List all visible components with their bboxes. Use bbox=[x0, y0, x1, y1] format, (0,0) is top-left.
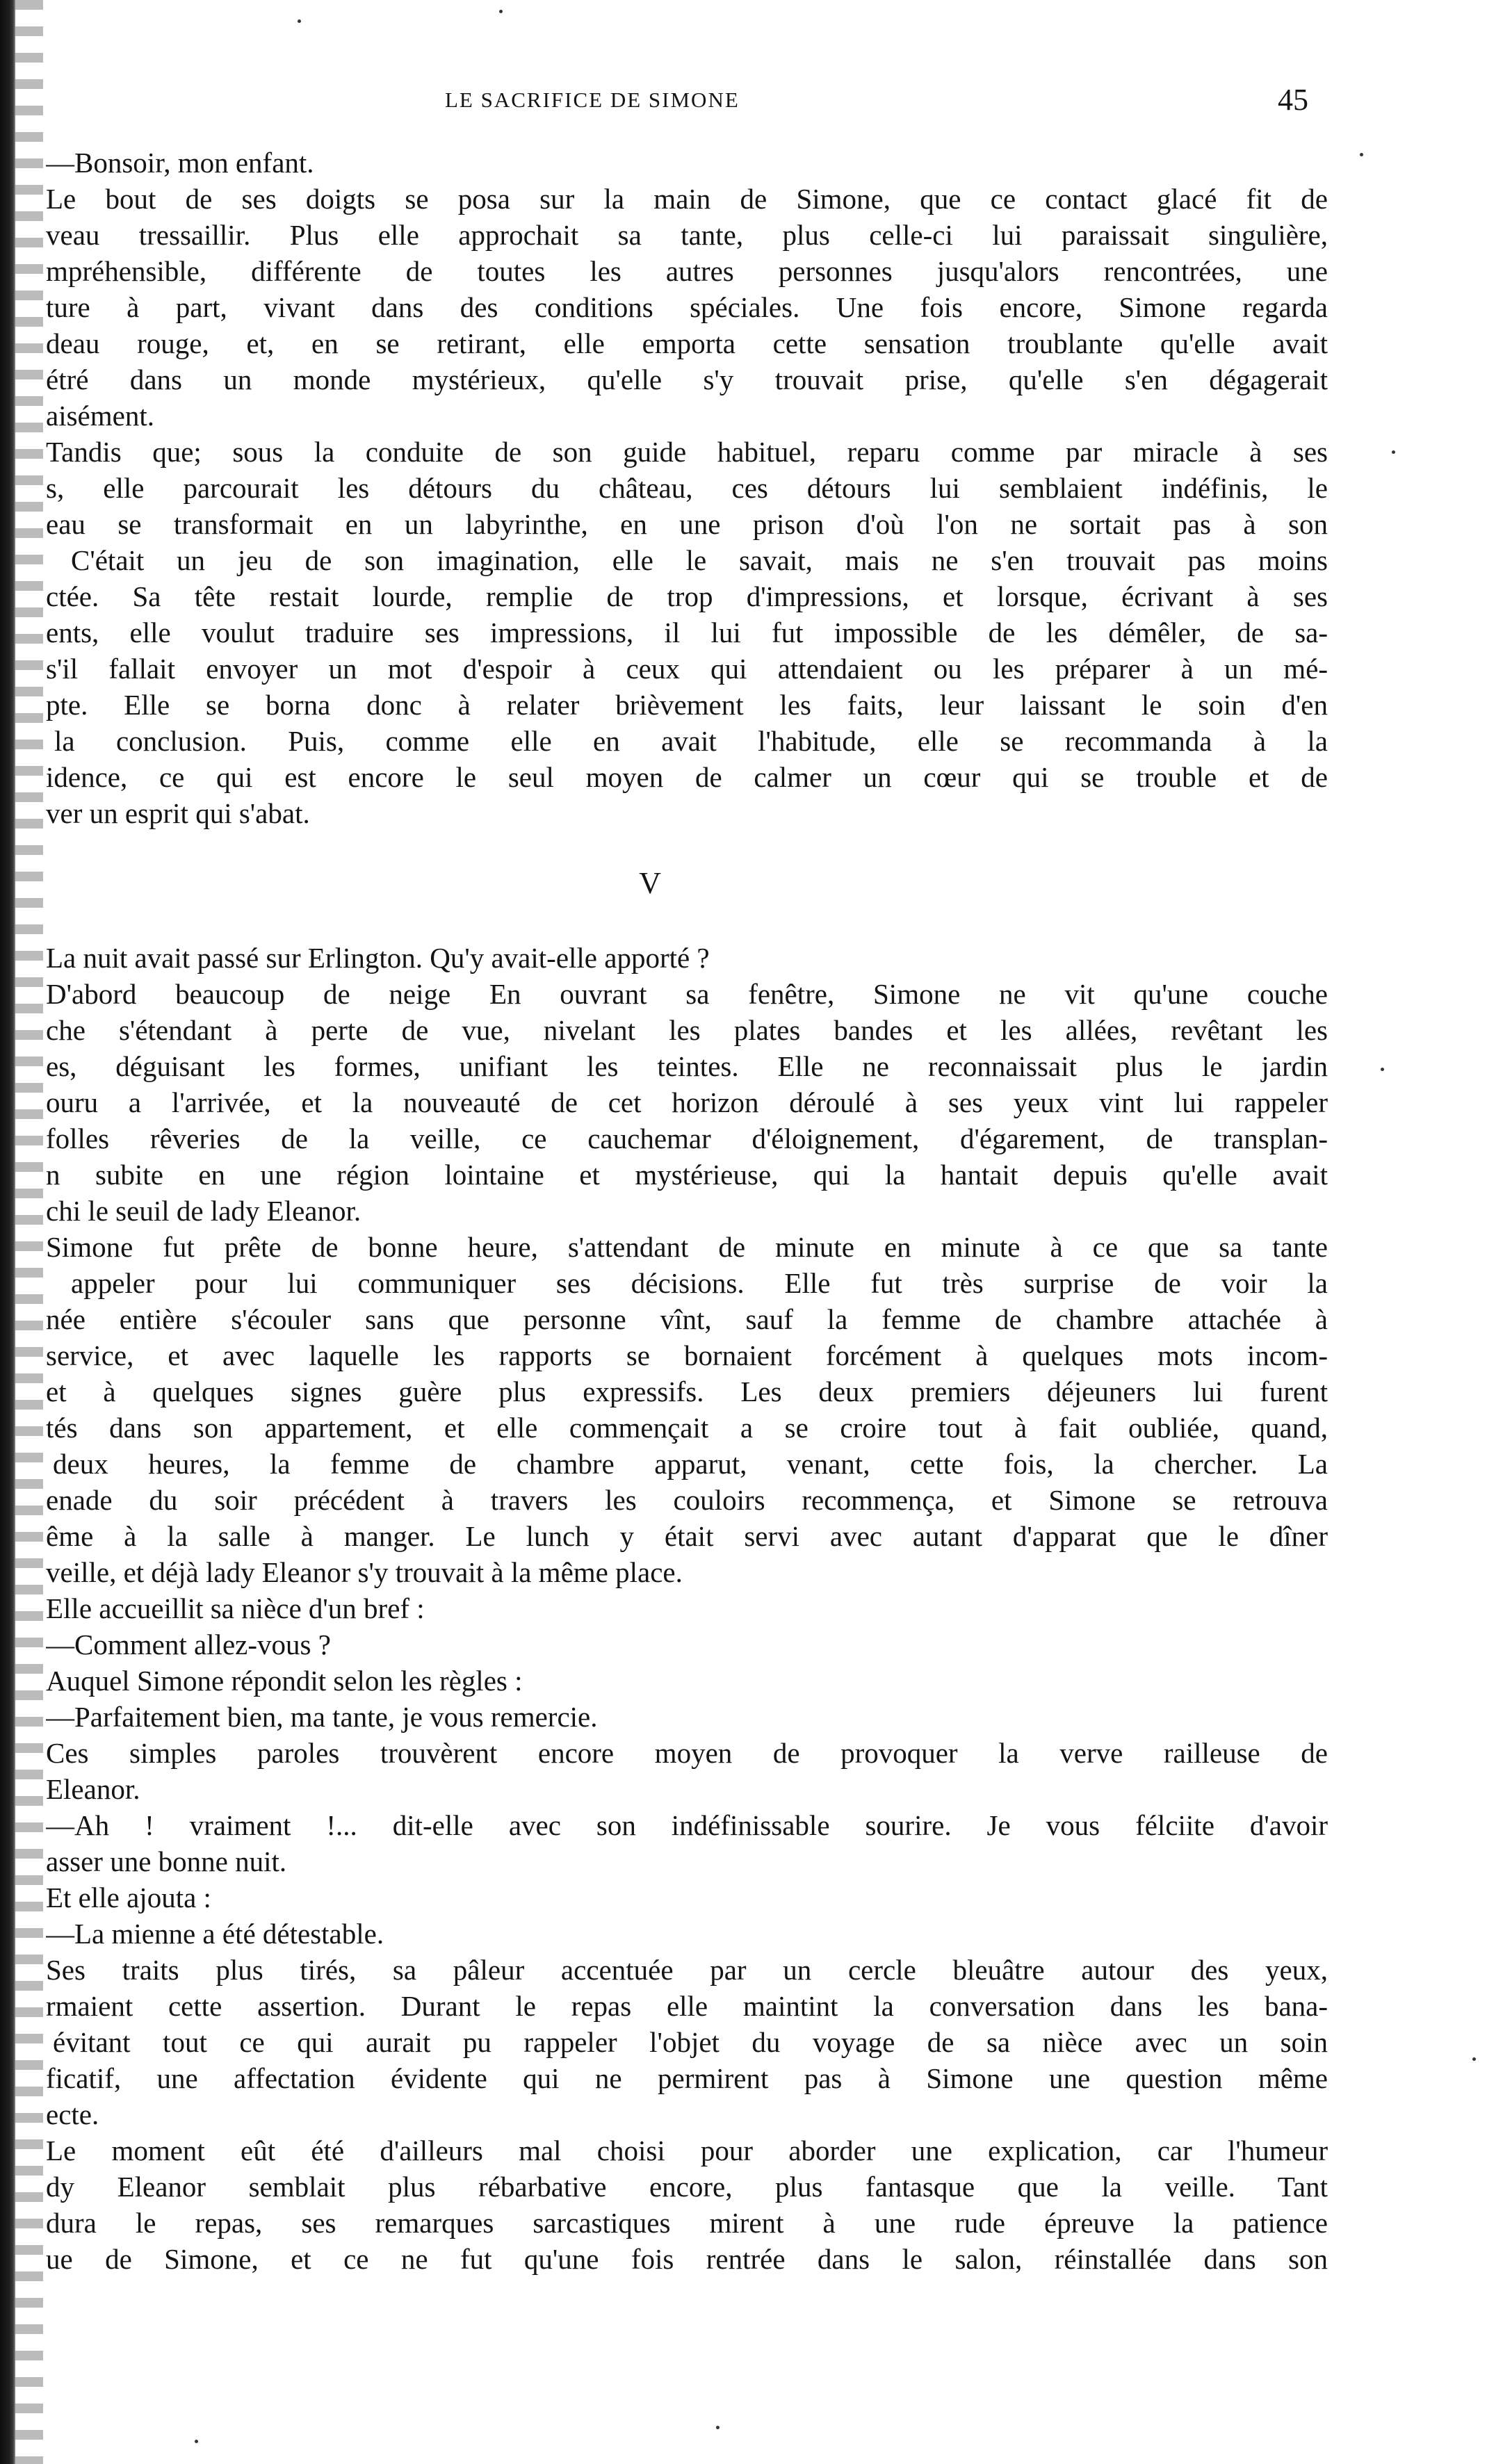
text-line: Eleanor. bbox=[46, 1773, 140, 1805]
text-line: asser une bonne nuit. bbox=[46, 1845, 287, 1877]
text-line: deux heures, la femme de chambre apparut, venant, cette fois, la chercher. La bbox=[53, 1448, 1328, 1480]
text-line: pte. Elle se borna donc à relater brièvement les faits, leur laissant le soin d'en bbox=[46, 689, 1328, 721]
text-line: —Comment allez-vous ? bbox=[46, 1629, 331, 1661]
text-line: n subite en une région lointaine et mystérieuse, qui la hantait depuis qu'elle avait bbox=[46, 1159, 1328, 1191]
text-line: ecte. bbox=[46, 2098, 99, 2130]
text-line: ture à part, vivant dans des conditions spéciales. Une fois encore, Simone regarda bbox=[46, 291, 1328, 323]
text-line: tés dans son appartement, et elle commençait a se croire tout à fait oubliée, quand, bbox=[46, 1412, 1328, 1444]
text-line: veau tressaillir. Plus elle approchait sa tante, plus celle-ci lui paraissait singulière, bbox=[46, 219, 1328, 251]
text-line: Ces simples paroles trouvèrent encore moyen de provoquer la verve railleuse de bbox=[46, 1737, 1328, 1769]
text-line: ouru a l'arrivée, et la nouveauté de cet horizon déroulé à ses yeux vint lui rappeler bbox=[46, 1086, 1328, 1118]
text-line: D'abord beaucoup de neige En ouvrant sa fenêtre, Simone ne vit qu'une couche bbox=[46, 978, 1328, 1010]
text-line: s'il fallait envoyer un mot d'espoir à ceux qui attendaient ou les préparer à un mé- bbox=[46, 653, 1328, 685]
text-line: enade du soir précédent à travers les couloirs recommença, et Simone se retrouva bbox=[46, 1484, 1328, 1516]
text-line: ver un esprit qui s'abat. bbox=[46, 797, 310, 829]
page-number: 45 bbox=[1278, 83, 1308, 117]
text-line: Le bout de ses doigts se posa sur la main de Simone, que ce contact glacé fit de bbox=[46, 183, 1328, 215]
text-line: che s'étendant à perte de vue, nivelant les plates bandes et les allées, revêtant les bbox=[46, 1014, 1328, 1046]
text-line: ême à la salle à manger. Le lunch y était servi avec autant d'apparat que le dîner bbox=[46, 1520, 1328, 1552]
text-line: veille, et déjà lady Eleanor s'y trouvait à la même place. bbox=[46, 1556, 683, 1588]
text-line: idence, ce qui est encore le seul moyen de calmer un cœur qui se trouble et de bbox=[46, 761, 1328, 793]
text-line: ents, elle voulut traduire ses impressions, il lui fut impossible de les démêler, de sa- bbox=[46, 617, 1328, 648]
print-speck bbox=[1472, 2057, 1476, 2061]
text-line: aisément. bbox=[46, 400, 154, 432]
text-line: appeler pour lui communiquer ses décisions. Elle fut très surprise de voir la bbox=[71, 1267, 1328, 1299]
print-speck bbox=[298, 19, 301, 23]
text-line: Elle accueillit sa nièce d'un bref : bbox=[46, 1592, 425, 1624]
text-line: ctée. Sa tête restait lourde, remplie de trop d'impressions, et lorsque, écrivant à ses bbox=[46, 580, 1328, 612]
text-line: Et elle ajouta : bbox=[46, 1882, 211, 1914]
text-line: deau rouge, et, en se retirant, elle emporta cette sensation troublante qu'elle avait bbox=[46, 327, 1328, 359]
text-block-bottom bbox=[46, 940, 1328, 2277]
text-line: La nuit avait passé sur Erlington. Qu'y avait-elle apporté ? bbox=[46, 942, 710, 974]
text-line: eau se transformait en un labyrinthe, en une prison d'où l'on ne sortait pas à son bbox=[46, 508, 1328, 540]
text-line: étré dans un monde mystérieux, qu'elle s'y trouvait prise, qu'elle s'en dégagerait bbox=[46, 364, 1328, 395]
text-line: Auquel Simone répondit selon les règles : bbox=[46, 1665, 523, 1697]
text-line: ficatif, une affectation évidente qui ne permirent pas à Simone une question même bbox=[46, 2062, 1328, 2094]
text-line: —La mienne a été détestable. bbox=[46, 1918, 384, 1950]
running-head bbox=[0, 82, 1487, 117]
text-line: service, et avec laquelle les rapports se bornaient forcément à quelques mots incom- bbox=[46, 1339, 1328, 1371]
text-block-top bbox=[46, 145, 1328, 831]
print-speck bbox=[499, 10, 503, 13]
text-line: —Bonsoir, mon enfant. bbox=[46, 147, 314, 179]
text-line: ue de Simone, et ce ne fut qu'une fois rentrée dans le salon, réinstallée dans son bbox=[46, 2243, 1328, 2275]
text-line: s, elle parcourait les détours du château, ces détours lui semblaient indéfinis, le bbox=[46, 472, 1328, 504]
text-line: C'était un jeu de son imagination, elle le savait, mais ne s'en trouvait pas moins bbox=[71, 544, 1328, 576]
text-line: Tandis que; sous la conduite de son guide habituel, reparu comme par miracle à ses bbox=[46, 436, 1328, 468]
print-speck bbox=[1381, 1068, 1384, 1071]
print-speck bbox=[1360, 153, 1363, 156]
text-line: née entière s'écouler sans que personne vînt, sauf la femme de chambre attachée à bbox=[46, 1303, 1328, 1335]
print-speck bbox=[195, 2440, 198, 2443]
text-line: es, déguisant les formes, unifiant les teintes. Elle ne reconnaissait plus le jardin bbox=[46, 1050, 1328, 1082]
text-line: Ses traits plus tirés, sa pâleur accentuée par un cercle bleuâtre autour des yeux, bbox=[46, 1954, 1328, 1986]
binding-shadow bbox=[15, 0, 43, 2464]
text-line: dy Eleanor semblait plus rébarbative encore, plus fantasque que la veille. Tant bbox=[46, 2171, 1328, 2203]
text-line: la conclusion. Puis, comme elle en avait l'habitude, elle se recommanda à la bbox=[54, 725, 1328, 757]
text-line: évitant tout ce qui aurait pu rappeler l'objet du voyage de sa nièce avec un soin bbox=[53, 2026, 1328, 2058]
text-line: rmaient cette assertion. Durant le repas elle maintint la conversation dans les bana- bbox=[46, 1990, 1328, 2022]
text-line: —Parfaitement bien, ma tante, je vous remercie. bbox=[46, 1701, 598, 1733]
book-binding-edge bbox=[0, 0, 15, 2464]
text-line: Simone fut prête de bonne heure, s'attendant de minute en minute à ce que sa tante bbox=[46, 1231, 1328, 1263]
text-line: et à quelques signes guère plus expressifs. Les deux premiers déjeuners lui furent bbox=[46, 1376, 1328, 1408]
text-line: chi le seuil de lady Eleanor. bbox=[46, 1195, 361, 1227]
running-title: LE SACRIFICE DE SIMONE bbox=[445, 88, 740, 112]
text-line: Le moment eût été d'ailleurs mal choisi pour aborder une explication, car l'humeur bbox=[46, 2135, 1328, 2167]
print-speck bbox=[716, 2426, 720, 2429]
text-line: mpréhensible, différente de toutes les autres personnes jusqu'alors rencontrées, une bbox=[46, 255, 1328, 287]
text-line: folles rêveries de la veille, ce cauchemar d'éloignement, d'égarement, de transplan- bbox=[46, 1123, 1328, 1155]
print-speck bbox=[1392, 450, 1395, 454]
text-line: dura le repas, ses remarques sarcastiques mirent à une rude épreuve la patience bbox=[46, 2207, 1328, 2239]
chapter-heading: V bbox=[639, 866, 661, 900]
text-line: —Ah ! vraiment !... dit-elle avec son indéfinissable sourire. Je vous félciite d'avoir bbox=[46, 1809, 1328, 1841]
